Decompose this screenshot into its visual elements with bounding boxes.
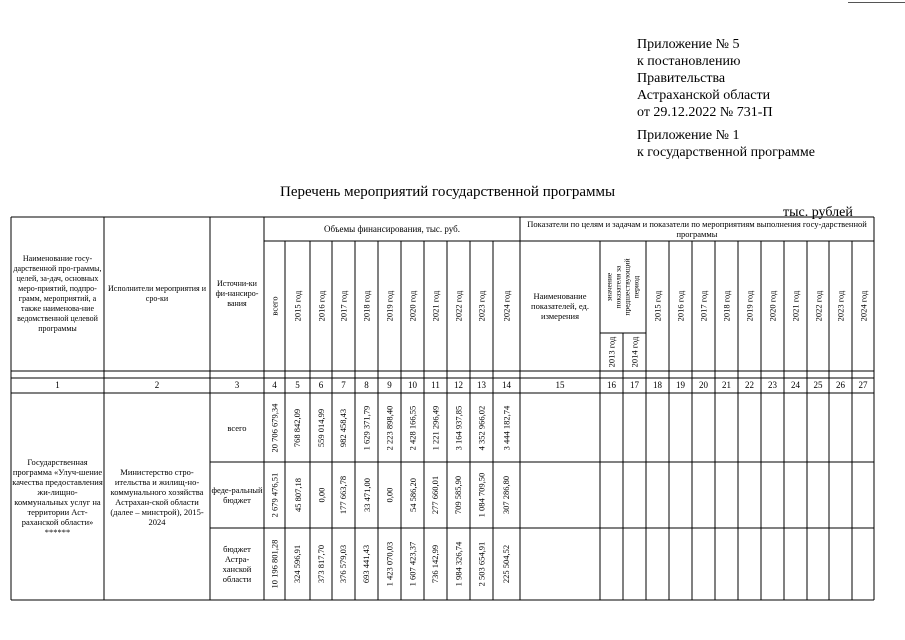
column-number: 26 (836, 380, 845, 390)
header-ind-year-3 (715, 241, 738, 371)
header-fin-year-3 (355, 241, 378, 371)
value-cell (378, 528, 401, 600)
program-executor-cell: Министерство стро-ительства и жилищ-но-коммунального хозяйства Астрахан-ской области (далее – минстрой), 2015-2024 (110, 466, 204, 527)
header-year-2013: 2013 год (606, 336, 617, 368)
value-cell (470, 393, 493, 462)
header-fin-year-7 (447, 241, 470, 371)
source-cell: всего (227, 422, 247, 433)
value-cell (355, 528, 378, 600)
header-fin-year-8 (470, 241, 493, 371)
value-cell-text: 225 504,52 (501, 544, 512, 584)
header-fin-year-5-text: 2020 год (407, 290, 418, 322)
value-cell-text: 1 984 326,74 (453, 541, 464, 587)
value-cell-text: 559 014,99 (316, 408, 326, 447)
value-cell (447, 528, 470, 600)
value-cell (447, 393, 470, 462)
column-number: 14 (502, 380, 511, 390)
header-indicator-name: Наименование показателей, ед. измерения (531, 291, 589, 321)
value-cell-text: 693 441,43 (361, 544, 372, 584)
header-financing: Объемы финансирования, тыс. руб. (323, 224, 461, 234)
value-cell-text: 2 503 654,91 (476, 541, 487, 587)
header-prev-period: значение показателя за предшествующий период (605, 258, 642, 316)
value-cell-text: 277 660,01 (430, 475, 441, 515)
header-ind-year-2 (692, 241, 715, 371)
value-cell-text: 3 164 937,85 (453, 405, 464, 450)
header-ind-year-7-text: 2022 год (813, 290, 824, 322)
value-cell (310, 393, 332, 462)
value-cell (264, 393, 285, 462)
appendix-line: к государственной программе (637, 145, 815, 160)
header-fin-year-9-text: 2024 год (501, 290, 512, 322)
value-cell-text: 4 352 966,02 (476, 405, 487, 450)
value-cell-text: 373 817,70 (316, 544, 326, 584)
column-number: 10 (408, 380, 417, 390)
header-total: всего (269, 296, 280, 316)
header-fin-year-0 (285, 241, 310, 371)
value-cell (493, 462, 520, 528)
column-number: 7 (341, 380, 346, 390)
value-cell-text: 768 842,09 (292, 408, 303, 447)
value-cell-text: 376 579,03 (338, 544, 349, 584)
header-rule (848, 2, 905, 3)
value-cell (285, 528, 310, 600)
header-ind-year-6-text: 2021 год (790, 290, 801, 322)
header-ind-year-1 (669, 241, 692, 371)
value-cell-text: 982 458,43 (338, 408, 349, 447)
value-cell (424, 393, 447, 462)
column-number: 27 (858, 380, 868, 390)
header-fin-year-7-text: 2022 год (453, 290, 464, 322)
value-cell-text: 1 629 371,79 (361, 405, 372, 450)
header-ind-year-7 (807, 241, 829, 371)
header-fin-year-9 (493, 241, 520, 371)
header-year-2014: 2014 год (629, 336, 640, 368)
value-cell-text: 1 084 709,50 (476, 472, 487, 518)
value-cell-text: 0,00 (384, 487, 395, 503)
header-ind-year-5-text: 2020 год (767, 290, 778, 322)
appendix-line: от 29.12.2022 № 731-П (637, 105, 773, 120)
header-fin-year-6-text: 2021 год (430, 290, 441, 322)
value-cell-text: 177 663,78 (338, 475, 349, 515)
value-cell (470, 462, 493, 528)
value-cell (470, 528, 493, 600)
value-cell (447, 462, 470, 528)
column-number: 19 (676, 380, 685, 390)
program-name-cell: Государственная программа «Улуч-шение качества предоставления жи-лищно-коммунальных услуг на территории Аст-раханской области» ****** (12, 456, 103, 537)
column-number: 16 (607, 380, 616, 390)
value-cell (355, 462, 378, 528)
header-fin-year-1-text: 2016 год (316, 290, 327, 322)
value-cell-text: 2 428 166,55 (407, 405, 418, 450)
value-cell-text: 33 471,00 (361, 478, 372, 512)
value-cell-text: 10 196 801,28 (269, 539, 280, 589)
column-number: 23 (768, 380, 777, 390)
value-cell-text: 54 586,20 (407, 478, 418, 512)
value-cell (401, 393, 424, 462)
value-cell (332, 462, 355, 528)
column-number: 2 (154, 380, 160, 390)
header-ind-year-4-text: 2019 год (744, 290, 755, 322)
column-number: 24 (791, 380, 800, 390)
header-ind-year-8 (829, 241, 852, 371)
value-cell-text: 324 596,91 (292, 544, 303, 584)
header-fin-year-3-text: 2018 год (361, 290, 372, 322)
column-number: 12 (454, 380, 463, 390)
value-cell-text: 45 807,18 (292, 478, 303, 512)
value-cell (493, 528, 520, 600)
column-number: 20 (699, 380, 708, 390)
header-ind-year-4 (738, 241, 761, 371)
header-fin-year-8-text: 2023 год (476, 290, 487, 322)
column-number: 22 (745, 380, 754, 390)
value-cell (424, 528, 447, 600)
header-fin-year-6 (424, 241, 447, 371)
header-ind-year-2-text: 2017 год (698, 290, 709, 322)
appendix-line: Правительства (637, 71, 726, 86)
value-cell (332, 393, 355, 462)
value-cell (424, 462, 447, 528)
value-cell (355, 393, 378, 462)
header-fin-year-4 (378, 241, 401, 371)
value-cell-text: 1 423 070,03 (384, 541, 395, 587)
value-cell-text: 736 142,99 (430, 544, 441, 584)
column-number: 4 (272, 380, 277, 390)
column-number: 9 (387, 380, 392, 390)
header-indicators: Показатели по целям и задачам и показатели по мероприятиям выполнения госу-дарственной программы (527, 219, 867, 239)
appendix-block (637, 36, 815, 161)
value-cell (378, 393, 401, 462)
appendix-line: к постановлению (637, 54, 741, 69)
value-cell (332, 528, 355, 600)
value-cell-text: 3 444 182,74 (501, 405, 512, 450)
value-cell (401, 462, 424, 528)
column-number: 17 (630, 380, 639, 390)
source-cell: феде-ральный бюджет (211, 485, 263, 505)
value-cell (378, 462, 401, 528)
header-fin-year-2 (332, 241, 355, 371)
header-ind-year-0 (646, 241, 669, 371)
value-cell (264, 462, 285, 528)
header-fin-year-0-text: 2015 год (292, 290, 303, 322)
value-cell (285, 393, 310, 462)
header-ind-year-9-text: 2024 год (858, 290, 869, 322)
header-ind-year-3-text: 2018 год (721, 290, 732, 322)
appendix-line: Астраханской области (637, 88, 771, 103)
column-number: 1 (55, 380, 60, 390)
source-cell: бюджет Астра-ханской области (222, 544, 252, 584)
header-sources: Источни-ки фи-нансиро-вания (215, 279, 259, 308)
header-fin-year-1 (310, 241, 332, 371)
value-cell (285, 462, 310, 528)
header-fin-year-2-text: 2017 год (338, 290, 349, 322)
value-cell (310, 462, 332, 528)
document-title: Перечень мероприятий государственной программы (280, 184, 616, 200)
header-ind-year-0-text: 2015 год (652, 290, 663, 322)
value-cell (401, 528, 424, 600)
value-cell-text: 0,00 (316, 487, 326, 503)
value-cell-text: 2 679 476,51 (269, 472, 280, 518)
column-number: 11 (431, 380, 440, 390)
column-number: 5 (295, 380, 300, 390)
header-fin-year-4-text: 2019 год (384, 290, 395, 322)
column-number: 15 (555, 380, 565, 390)
column-number: 21 (722, 380, 731, 390)
value-cell-text: 709 585,90 (453, 475, 464, 515)
value-cell-text: 20 706 679,34 (269, 403, 280, 452)
value-cell-text: 2 223 898,40 (384, 405, 395, 450)
header-ind-year-5 (761, 241, 784, 371)
value-cell (310, 528, 332, 600)
column-number: 6 (318, 380, 324, 390)
value-cell (493, 393, 520, 462)
header-fin-year-5 (401, 241, 424, 371)
value-cell-text: 307 286,80 (501, 475, 512, 515)
value-cell (264, 528, 285, 600)
appendix-line: Приложение № 1 (637, 128, 740, 143)
header-ind-year-6 (784, 241, 807, 371)
column-number: 3 (234, 380, 240, 390)
column-number: 18 (653, 380, 662, 390)
header-ind-year-9 (852, 241, 874, 371)
column-number: 13 (477, 380, 486, 390)
value-cell-text: 1 607 423,37 (407, 541, 418, 587)
column-number: 8 (364, 380, 369, 390)
column-number: 25 (813, 380, 823, 390)
header-executors: Исполнители мероприятия и сро-ки (108, 284, 206, 303)
header-ind-year-8-text: 2023 год (835, 290, 846, 322)
appendix-line: Приложение № 5 (637, 37, 740, 52)
header-ind-year-1-text: 2016 год (675, 290, 686, 322)
header-program-name: Наименование госу-дарственной про-граммы, целей, за-дач, основных меро-приятий, подпро-грамм, мероприятий, а также наименова-ние ведомственной целевой программы (13, 254, 102, 333)
value-cell-text: 1 221 296,49 (430, 405, 441, 450)
units-label: тыс. рублей (783, 205, 853, 220)
